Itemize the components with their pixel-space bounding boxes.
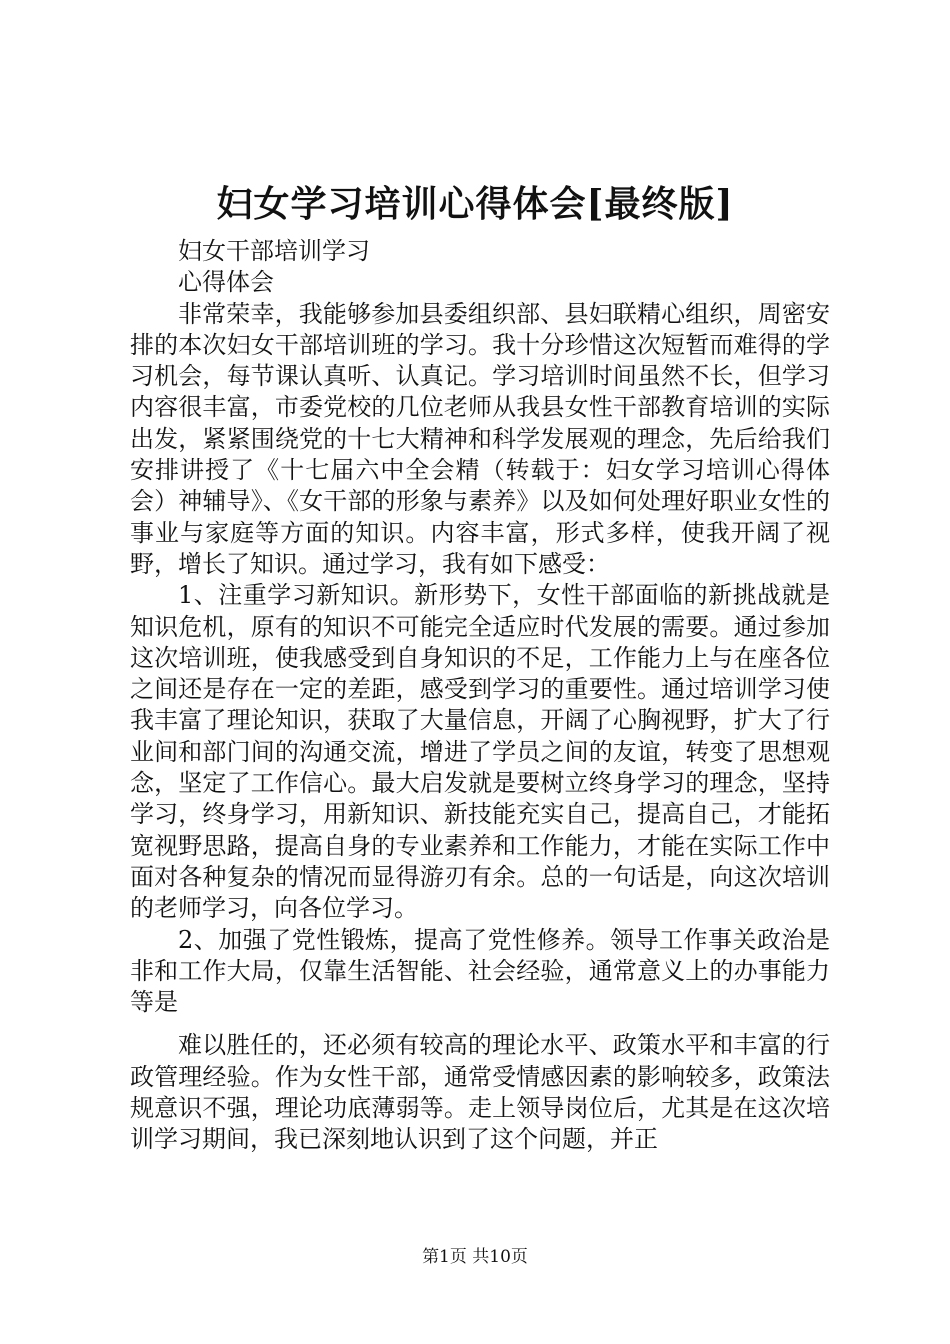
subtitle-line-1: 妇女干部培训学习 [178,237,370,265]
subtitle-line-2: 心得体会 [178,268,274,297]
document-body [130,236,830,1156]
paragraph-intro: 非常荣幸，我能够参加县委组织部、县妇联精心组织，周密安排的本次妇女干部培训班的学习。我十分珍惜这次短暂而难得的学习机会，每节课认真听、认真记。学习培训时间虽然不长，但学习内容很丰富，市委党校的几位老师从我县女性干部教育培训的实际出发，紧紧围绕党的十七大精神和科学发展观的理念，先后给我们安排讲授了《十七届六中全会精（转载于：妇女学习培训心得体会）神辅导》、《女干部的形象与素养》以及如何处理好职业女性的事业与家庭等方面的知识。内容丰富，形式多样，使我开阔了视野，增长了知识。通过学习，我有如下感受： [130,299,830,578]
paragraph-point-1: 1、注重学习新知识。新形势下，女性干部面临的新挑战就是知识危机，原有的知识不可能完全适应时代发展的需要。通过参加这次培训班，使我感受到自身知识的不足，工作能力上与在座各位之间还是存在一定的差距，感受到学习的重要性。通过培训学习使我丰富了理论知识，获取了大量信息，开阔了心胸视野，扩大了行业间和部门间的沟通交流，增进了学员之间的友谊，转变了思想观念，坚定了工作信心。最大启发就是要树立终身学习的理念，坚持学习，终身学习，用新知识、新技能充实自己，提高自己，才能拓宽视野思路，提高自身的专业素养和工作能力，才能在实际工作中面对各种复杂的情况而显得游刃有余。总的一句话是，向这次培训的老师学习，向各位学习。 [130,581,830,923]
document-title: 妇女学习培训心得体会[最终版] [216,183,734,225]
page-footer: 第1页 共10页 [422,1247,528,1267]
paragraph-point-2: 2、加强了党性锻炼，提高了党性修养。领导工作事关政治是非和工作大局，仅靠生活智能、社会经验，通常意义上的办事能力等是 [130,925,830,1017]
paragraph-continued: 难以胜任的，还必须有较高的理论水平、政策水平和丰富的行政管理经验。作为女性干部，通常受情感因素的影响较多，政策法规意识不强，理论功底薄弱等。走上领导岗位后，尤其是在这次培训学习期间，我已深刻地认识到了这个问题，并正 [130,1031,830,1154]
